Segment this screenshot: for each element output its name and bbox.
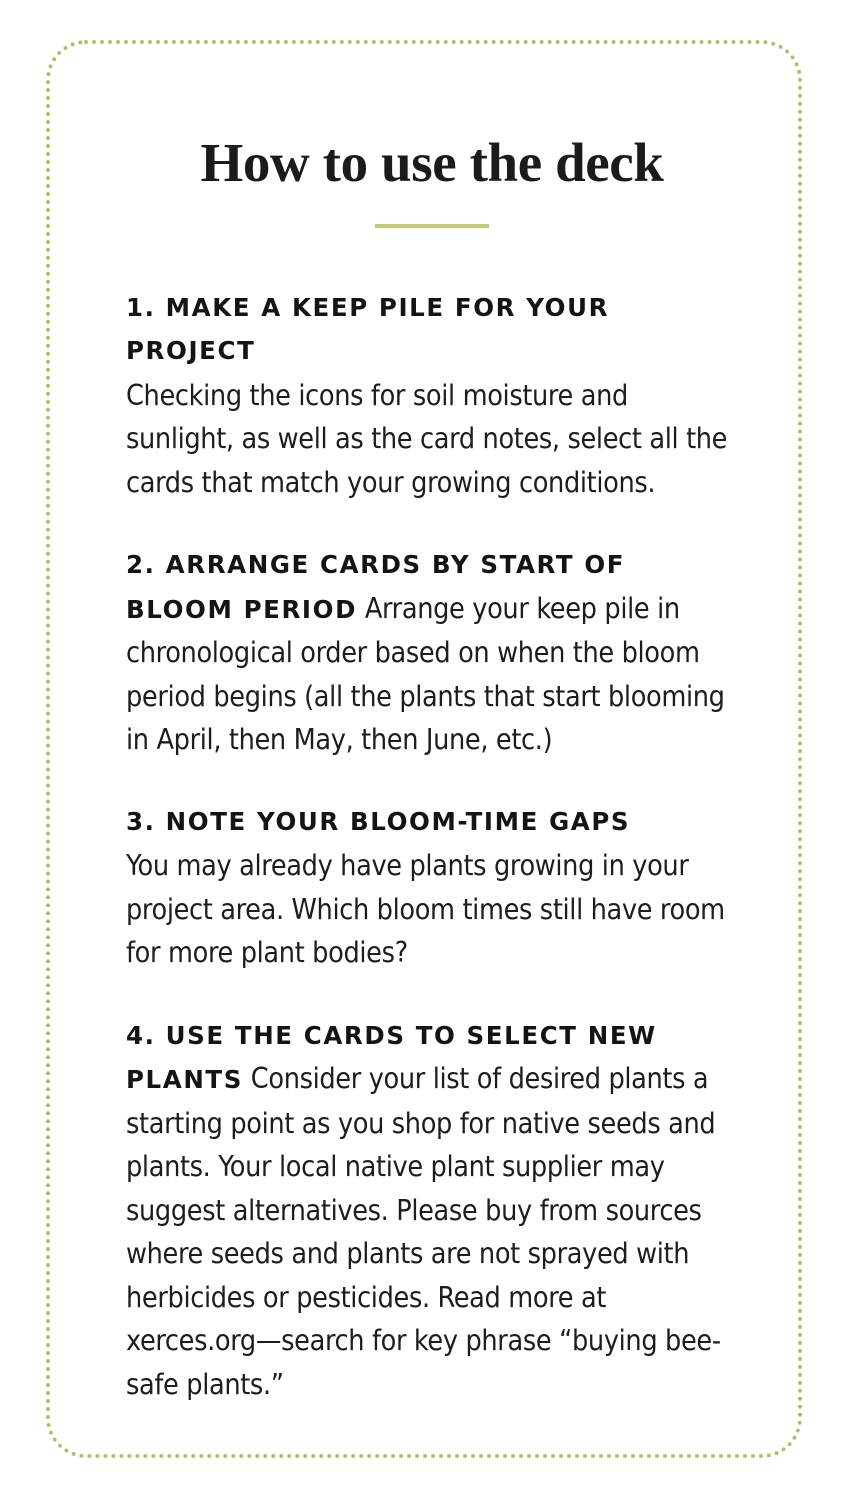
step-2-paragraph [126,542,738,762]
step-1-heading: 1. MAKE A KEEP PILE FOR YOUR PROJECT [126,292,610,366]
step-4-heading: 4. USE THE CARDS TO SELECT NEW PLANTS [126,1020,657,1095]
instruction-step-4 [126,1013,738,1407]
step-2-body: Arrange your keep pile in chronological order based on when the bloom period begins (all the plants that start blooming in April, then May, then June, etc.) [126,591,725,757]
instruction-sections [126,286,738,1407]
instruction-step-2 [126,542,738,762]
step-3-paragraph [126,800,738,975]
title-divider-rule [375,224,489,228]
card-content [126,0,738,1406]
instruction-step-3 [126,800,738,975]
step-3-body: You may already have plants growing in your project area. Which bloom times still have room for more plant bodies? [126,849,725,970]
instruction-step-1 [126,286,738,505]
step-4-body: Consider your list of desired plants a starting point as you shop for native seeds and plants. Your local native plant supplier may suggest alternatives. Please buy from sources where seeds and plants are not sprayed with herbicides or pesticides. Read more at xerces.org—search for key phrase “buying bee-safe plants.” [126,1062,721,1401]
step-4-paragraph [126,1013,738,1407]
page-title: How to use the deck [200,132,664,193]
step-2-heading: 2. ARRANGE CARDS BY START OF BLOOM PERIOD [126,550,626,624]
step-1-paragraph [126,286,738,505]
step-3-heading: 3. NOTE YOUR BLOOM-TIME GAPS [126,806,631,836]
divider-container [126,224,738,228]
step-1-body: Checking the icons for soil moisture and sunlight, as well as the card notes, select all the cards that match your growing conditions. [126,378,728,499]
